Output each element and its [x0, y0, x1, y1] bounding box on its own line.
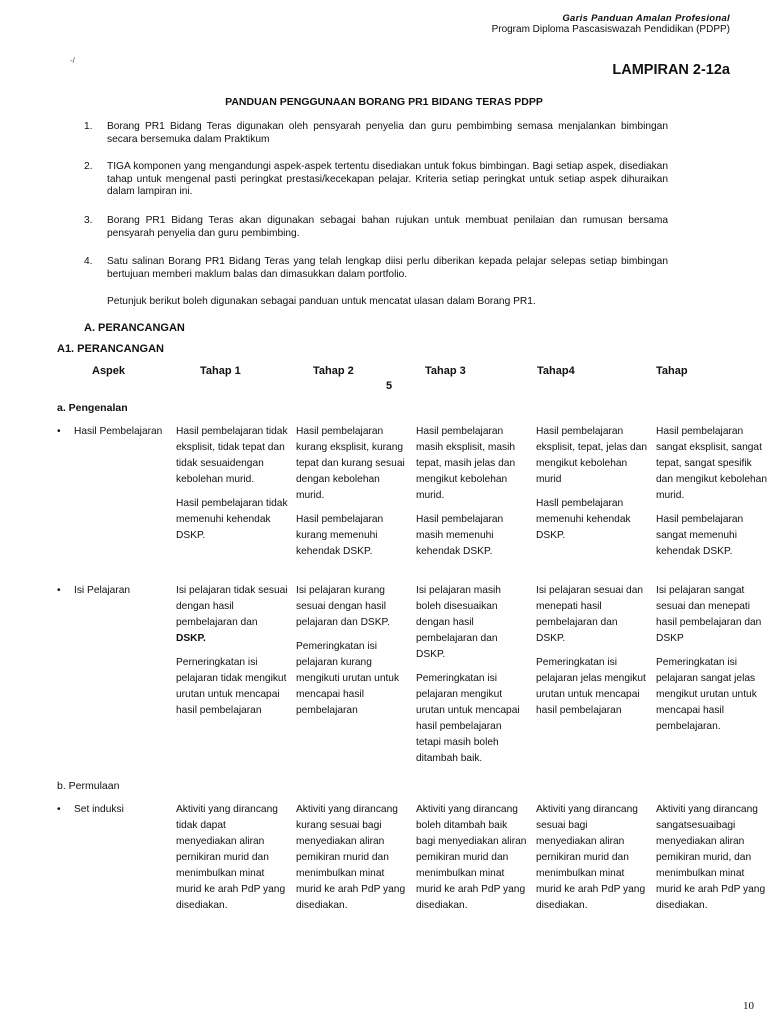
cell-set-tahap-5 [656, 802, 768, 922]
cell-hasil-tahap-4 [536, 424, 648, 552]
instruction-item-4 [84, 256, 668, 281]
item-text: Satu salinan Borang PR1 Bidang Teras yang telah lengkap diisi perlu diberikan kepada pelajar selepas setiap bimbingan bertujuan memberi maklum balas dan dimasukkan dalam portfolio. [107, 256, 668, 280]
criterion-text-bold: DSKP. [176, 633, 206, 644]
criterion-text [176, 583, 288, 647]
item-text: Borang PR1 Bidang Teras akan digunakan sebagai bahan rujukan untuk membuat penilaian dan rumusan bersama pensyarah penyelia dan guru pembimbing. [107, 215, 668, 239]
program-name: Program Diploma Pascasiswazah Pendidikan (PDPP) [491, 24, 730, 35]
criterion-text: Pemeringkatan isi pelajaran sangat jelas mengikut urutan untuk mencapai hasil pembelajaran. [656, 657, 757, 732]
criterion-text: Aktiviti yang dirancang tidak dapat menyediakan aliran pernikiran murid dan menimbulkan minat murid ke arah PdP yang disediakan. [176, 804, 286, 911]
instruction-item-3 [84, 215, 668, 240]
item-number: 4. [84, 256, 93, 267]
item-text: Borang PR1 Bidang Teras digunakan oleh pensyarah penyelia dan guru pembimbing semasa menjalankan bimbingan secara bersemuka dalam Praktikum [107, 121, 668, 145]
aspect-label: Isi Pelajaran [74, 585, 131, 596]
criterion-text: Hasll pembelajaran memenuhi kehendak DSKP. [536, 498, 631, 541]
aspect-set-induksi [57, 802, 164, 818]
column-header-aspek: Aspek [92, 365, 126, 377]
criterion-text: Pemeringkatan isi pelajaran kurang mengikuti urutan untuk mencapai hasil pembelajaran [296, 641, 400, 716]
aspect-label: Set induksi [74, 804, 124, 815]
criterion-text: Aktiviti yang dirancang kurang sesuai bagi menyediakan aliran pemikiran rnurid dan menimbulkan minat murid ke arah PdP yang disediakan. [296, 804, 406, 911]
criterion-text: Hasil pembelajaran masih eksplisit, masih tepat, masih jelas dan mengikut kebolehan murid. [416, 426, 516, 501]
subsection-permulaan: b. Permulaan [57, 780, 120, 792]
tahap-5-number: 5 [386, 380, 393, 392]
criterion-text: Isi pelajaran sangat sesuai dan menepati hasil pembelajaran dan DSKP [656, 585, 762, 644]
bullet-icon: • [57, 426, 61, 437]
criterion-text: Isi pelajaran masih boleh disesuaikan dengan hasil pembelajaran dan DSKP. [416, 585, 501, 660]
cell-set-tahap-3 [416, 802, 528, 922]
criterion-text: Hasil pembelajaran tidak memenuhi kehendak DSKP. [176, 498, 288, 541]
criterion-text: Aktiviti yang dirancang sesuai bagi menyediakan aliran pernikiran murid dan menimbulkan minat murid ke arah PdP yang disediakan. [536, 804, 646, 911]
bullet-icon: • [57, 585, 61, 596]
cell-isi-tahap-2 [296, 583, 408, 727]
margin-mark: -/ [70, 56, 75, 65]
criterion-text: Pemeringkatan isi pelajaran jelas mengikut urutan untuk mencapai hasil pembelajaran [536, 657, 646, 716]
criterion-text: Perneringkatan isi pelajaran tidak mengikut urutan untuk mencapai hasil pembelajaran [176, 657, 287, 716]
item-number: 2. [84, 161, 93, 172]
subsection-heading-a1: A1. PERANCANGAN [57, 343, 164, 355]
criterion-text: Hasil pembelajaran tidak eksplisit, tidak tepat dan tidak sesuaidengan kebolehan murid. [176, 426, 288, 485]
criterion-text: Hasil pembelajaran eksplisit, tepat, jelas dan mengikut kebolehan murid [536, 426, 647, 485]
cell-hasil-tahap-3 [416, 424, 528, 568]
criterion-text-part: Isi pelajaran tidak sesuai dengan hasil pembelajaran dan [176, 585, 288, 628]
instruction-item-2 [84, 161, 668, 199]
criterion-text: Aktiviti yang dirancang boleh ditambah baik bagi menyediakan aliran pemikiran murid dan menimbulkan minat murid ke arah PdP yang disediakan. [416, 804, 527, 911]
cell-hasil-tahap-1 [176, 424, 288, 552]
cell-set-tahap-1 [176, 802, 288, 922]
guidance-note: Petunjuk berikut boleh digunakan sebagai panduan untuk mencatat ulasan dalam Borang PR1. [107, 296, 536, 307]
column-header-tahap-5: Tahap [656, 365, 688, 377]
item-number: 3. [84, 215, 93, 226]
aspect-hasil-pembelajaran [57, 424, 164, 440]
criterion-text: Isi pelajaran sesuai dan menepati hasil pembelajaran dan DSKP. [536, 585, 644, 644]
document-series-title: Garis Panduan Amalan Profesional [562, 13, 730, 24]
column-header-tahap-4: Tahap4 [537, 365, 575, 377]
criterion-text: Isi pelajaran kurang sesuai dengan hasil pelajaran dan DSKP. [296, 585, 390, 628]
cell-set-tahap-2 [296, 802, 408, 922]
document-title: PANDUAN PENGGUNAAN BORANG PR1 BIDANG TERAS PDPP [225, 96, 543, 108]
cell-isi-tahap-3 [416, 583, 528, 775]
page-number: 10 [743, 1000, 754, 1012]
aspect-isi-pelajaran [57, 583, 164, 599]
column-header-tahap-3: Tahap 3 [425, 365, 466, 377]
column-header-tahap-1: Tahap 1 [200, 365, 241, 377]
subsection-pengenalan: a. Pengenalan [57, 402, 128, 414]
instruction-item-1 [84, 121, 668, 146]
cell-set-tahap-4 [536, 802, 648, 922]
criterion-text: Hasil pembelajaran sangat memenuhi kehendak DSKP. [656, 514, 744, 557]
criterion-text: Hasil pembelajaran kurang eksplisit, kurang tepat dan kurang sesuai dengan kebolehan murid. [296, 426, 405, 501]
cell-hasil-tahap-2 [296, 424, 408, 568]
cell-isi-tahap-5 [656, 583, 768, 743]
cell-isi-tahap-1 [176, 583, 288, 727]
column-header-tahap-2: Tahap 2 [313, 365, 354, 377]
criterion-text: Hasil pembelajaran masih memenuhi kehendak DSKP. [416, 514, 504, 557]
aspect-label: Hasil Pembelajaran [74, 426, 163, 437]
item-text: TIGA komponen yang mengandungi aspek-aspek tertentu disediakan untuk fokus bimbingan. Bagi setiap aspek, disediakan tahap untuk mengenal pasti peringkat prestasi/kecekapan pelajar. Kriteria setiap peringkat untuk setiap aspek dihuraikan dalam lampiran ini. [107, 161, 668, 197]
criterion-text: Hasil pembelajaran sangat eksplisit, sangat tepat, sangat spesifik dan mengikut kebolehan murid. [656, 426, 768, 501]
cell-isi-tahap-4 [536, 583, 648, 727]
criterion-text: Hasil pembelajaran kurang memenuhi kehendak DSKP. [296, 514, 384, 557]
appendix-label: LAMPIRAN 2-12a [612, 62, 730, 78]
cell-hasil-tahap-5 [656, 424, 768, 568]
item-number: 1. [84, 121, 93, 132]
criterion-text: Aktiviti yang dirancang sangatsesuaibagi menyediakan aliran pemikiran murid, dan menimbulkan minat murid ke arah PdP yang disediakan. [656, 804, 766, 911]
section-heading-perancangan: A. PERANCANGAN [84, 322, 185, 334]
criterion-text: Pemeringkatan isi pelajaran mengikut urutan untuk mencapai hasil pembelajaran tetapi masih boleh ditambah baik. [416, 673, 520, 764]
bullet-icon: • [57, 804, 61, 815]
